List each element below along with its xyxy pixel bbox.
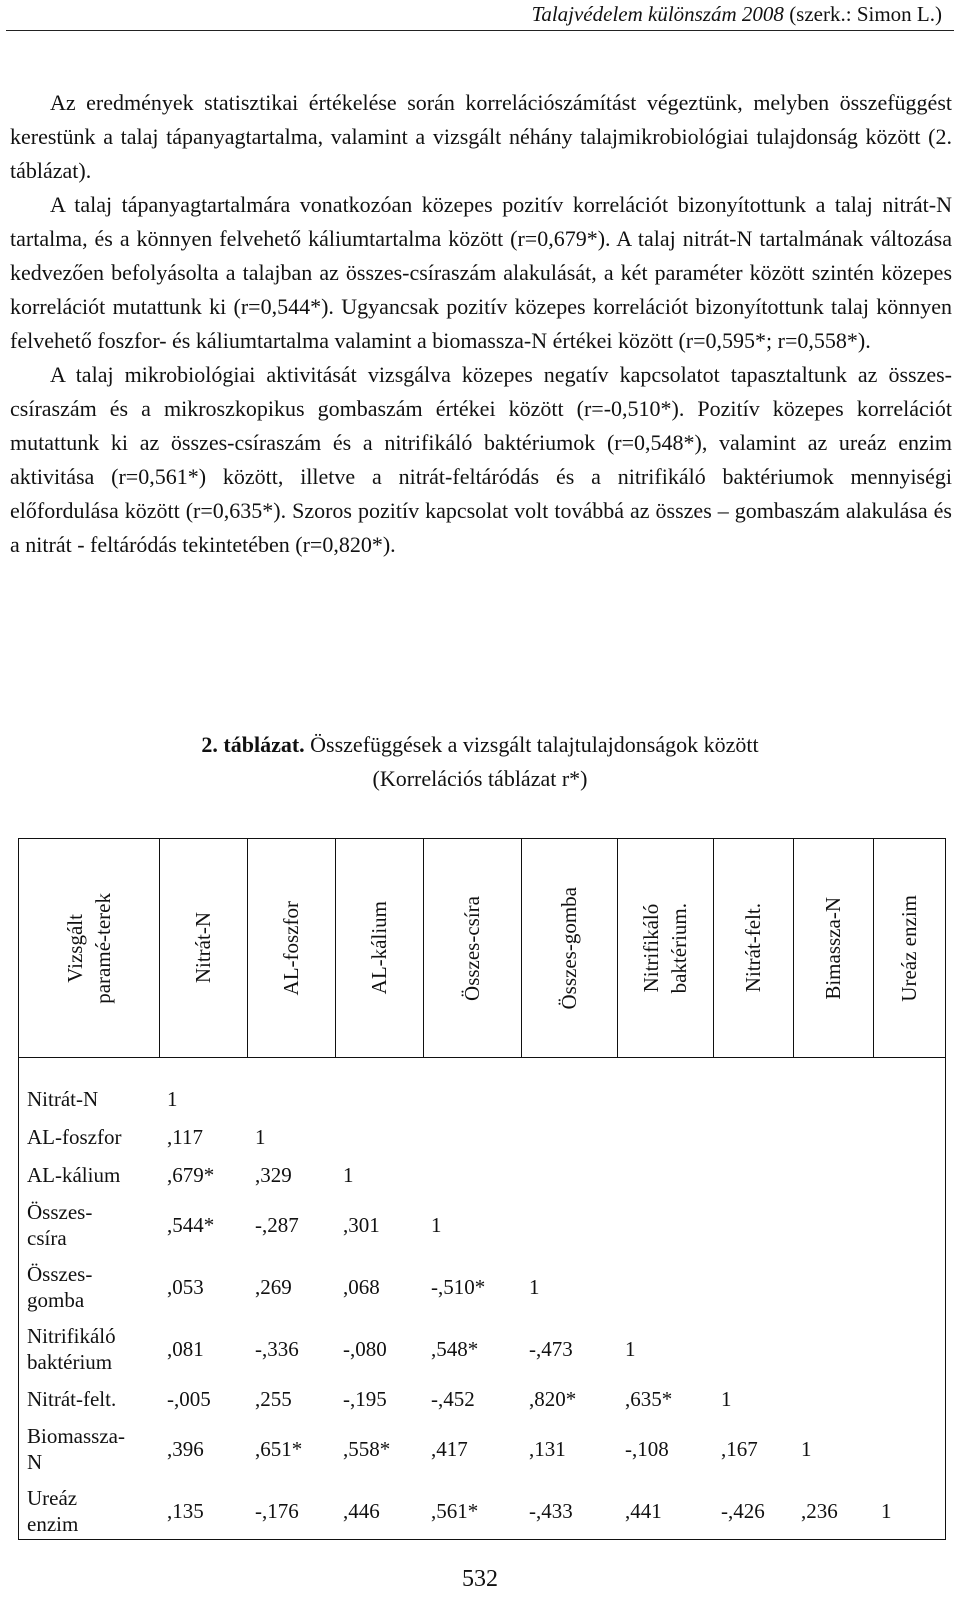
row-label: Nitrát-felt. [27,1387,117,1411]
column-header [713,839,793,1058]
table-cell [873,1156,945,1194]
table-cell: ,053 [167,1274,204,1299]
column-header [159,839,247,1058]
table-cell [793,1118,873,1156]
column-header [423,839,521,1058]
table-caption [0,728,960,796]
column-header [617,839,713,1058]
table-cell: ,446 [343,1498,380,1523]
table-cell: ,236 [801,1498,838,1523]
table-cell: -,287 [255,1212,299,1237]
row-label: Összes- csíra [27,1200,93,1250]
row-label: Nitrát-N [27,1087,99,1111]
table-cell [793,1318,873,1380]
column-header-label: Összes-csíra [460,895,484,1001]
table-cell [713,1194,793,1256]
column-header [335,839,423,1058]
table-cell: ,548* [431,1336,479,1361]
column-header-label: Vizsgált paramé-terek [62,892,115,1004]
table-cell: -,080 [343,1336,387,1361]
table-cell [873,1256,945,1318]
table-cell [873,1194,945,1256]
column-header-label: Összes-gomba [557,886,581,1010]
column-header [521,839,617,1058]
table-cell [521,1118,617,1156]
column-header-label: Bimassza-N [821,896,845,1000]
table-cell: 1 [167,1086,178,1111]
table-cell [617,1194,713,1256]
table-cell: ,301 [343,1212,380,1237]
table-cell: ,396 [167,1436,204,1461]
table-cell: 1 [721,1386,732,1411]
table-cell [793,1194,873,1256]
table-cell: ,131 [529,1436,566,1461]
table-cell: ,081 [167,1336,204,1361]
table-cell: ,068 [343,1274,380,1299]
table-row [19,1194,945,1256]
table-spacer-row [19,1058,945,1081]
column-header-label: Nitrát-felt. [741,903,765,993]
correlation-table-frame [18,838,946,1540]
table-cell [713,1156,793,1194]
row-label: AL-kálium [27,1163,121,1187]
table-cell [617,1118,713,1156]
table-cell: ,561* [431,1498,479,1523]
table-cell: -,452 [431,1386,475,1411]
table-cell [521,1080,617,1118]
table-cell: ,167 [721,1436,758,1461]
table-cell: ,635* [625,1386,673,1411]
column-header [793,839,873,1058]
table-cell: 1 [881,1498,892,1523]
table-cell [873,1418,945,1480]
paragraph: A talaj mikrobiológiai aktivitását vizsgálva közepes negatív kapcsolatot tapasztaltunk az összes-csíraszám és a mikroszkopikus gombaszám értékei között (r=-0,510*). Pozitív közepes korrelációt mutattunk ki az összes-csíraszám és a nitrifikáló baktériumok (r=0,548*), valamint az ureáz enzim aktivitása (r=0,561*) között, illetve a nitrát-feltáródás és a nitrifikáló baktériumok mennyiségi előfordulása között (r=0,635*). Szoros pozitív kapcsolat volt továbbá az összes – gombaszám alakulása és a nitrát - feltáródás tekintetében (r=0,820*). [10,362,952,557]
table-cell: 1 [255,1124,266,1149]
table-cell [617,1080,713,1118]
table-cell: -,426 [721,1498,765,1523]
table-cell: ,117 [167,1124,203,1149]
table-cell: ,544* [167,1212,215,1237]
table-cell: ,329 [255,1162,292,1187]
row-label: AL-foszfor [27,1125,122,1149]
table-row [19,1418,945,1480]
table-cell: ,820* [529,1386,577,1411]
row-label: Ureáz enzim [27,1486,79,1536]
paragraph: A talaj tápanyagtartalmára vonatkozóan közepes pozitív korrelációt bizonyítottunk a talaj nitrát-N tartalma, és a könnyen felvehető káliumtartalma között (r=0,679*). A talaj nitrát-N tartalmának változása kedvezően befolyásolta a talajban az összes-csíraszám alakulását, a két paraméter között szintén közepes korrelációt mutattunk ki (r=0,544*). Ugyancsak pozitív közepes korrelációt bizonyítottunk talaj könnyen felvehető foszfor- és káliumtartalma valamint a biomassza-N értékei között (r=0,595*; r=0,558*). [10,192,952,353]
table-cell [713,1080,793,1118]
journal-editor: (szerk.: Simon L.) [789,2,942,26]
table-cell [713,1118,793,1156]
column-header-label: Nitrifikáló baktérium. [639,902,691,994]
table-cell: -,433 [529,1498,573,1523]
row-label: Összes- gomba [27,1262,93,1312]
table-cell: 1 [343,1162,354,1187]
page-header [0,0,960,30]
table-cell: 1 [625,1336,636,1361]
table-cell: -,336 [255,1336,299,1361]
table-cell [335,1080,423,1118]
table-cell: ,558* [343,1436,391,1461]
body-text [10,86,952,562]
table-row [19,1080,945,1118]
column-header-label: Nitrát-N [191,912,215,984]
table-cell [521,1156,617,1194]
column-header [873,839,945,1058]
table-row [19,1380,945,1418]
column-header-label: AL-foszfor [279,900,303,996]
table-row [19,1118,945,1156]
column-header [247,839,335,1058]
table-cell [873,1318,945,1380]
table-cell [247,1080,335,1118]
header-rule [6,30,954,31]
table-cell: ,417 [431,1436,468,1461]
table-cell: ,269 [255,1274,292,1299]
table-caption-subtitle: (Korrelációs táblázat r*) [372,766,588,791]
table-header-row [19,839,945,1058]
table-cell [617,1256,713,1318]
table-cell [793,1156,873,1194]
table-cell: 1 [529,1274,540,1299]
table-cell: ,255 [255,1386,292,1411]
column-header-label: AL-kálium [367,901,391,995]
table-cell: ,679* [167,1162,215,1187]
table-caption-label: 2. táblázat. [201,732,305,757]
column-header [19,839,159,1058]
table-row [19,1256,945,1318]
table-cell: -,473 [529,1336,573,1361]
row-label: Biomassza- N [27,1424,125,1474]
table-cell [713,1318,793,1380]
table-cell [873,1118,945,1156]
table-cell: ,651* [255,1436,303,1461]
table-cell [423,1118,521,1156]
row-label: Nitrifikáló baktérium [27,1324,116,1374]
journal-title: Talajvédelem különszám 2008 [531,2,784,26]
table-cell: ,441 [625,1498,662,1523]
table-cell [713,1256,793,1318]
table-cell: -,176 [255,1498,299,1523]
table-caption-title: Összefüggések a vizsgált talajtulajdonságok között [310,732,759,757]
table-cell: -,108 [625,1436,669,1461]
table-cell [793,1256,873,1318]
paragraph: Az eredmények statisztikai értékelése során korrelációszámítást végeztünk, melyben összefüggést kerestünk a talaj tápanyagtartalma, valamint a vizsgált néhány talajmikrobiológiai tulajdonság között (2. táblázat). [10,90,952,183]
table-cell [873,1380,945,1418]
table-cell: -,195 [343,1386,387,1411]
table-cell: 1 [431,1212,442,1237]
page-number: 532 [462,1566,498,1592]
correlation-table [19,839,945,1542]
table-cell [617,1156,713,1194]
table-row [19,1480,945,1542]
table-row [19,1318,945,1380]
table-cell: -,510* [431,1274,486,1299]
table-cell [873,1080,945,1118]
table-cell: -,005 [167,1386,211,1411]
table-cell [793,1380,873,1418]
table-cell: ,135 [167,1498,204,1523]
table-cell [423,1080,521,1118]
table-cell [793,1080,873,1118]
table-cell: 1 [801,1436,812,1461]
table-cell [335,1118,423,1156]
table-row [19,1156,945,1194]
table-cell [423,1156,521,1194]
column-header-label: Ureáz enzim [897,894,922,1002]
table-cell [521,1194,617,1256]
